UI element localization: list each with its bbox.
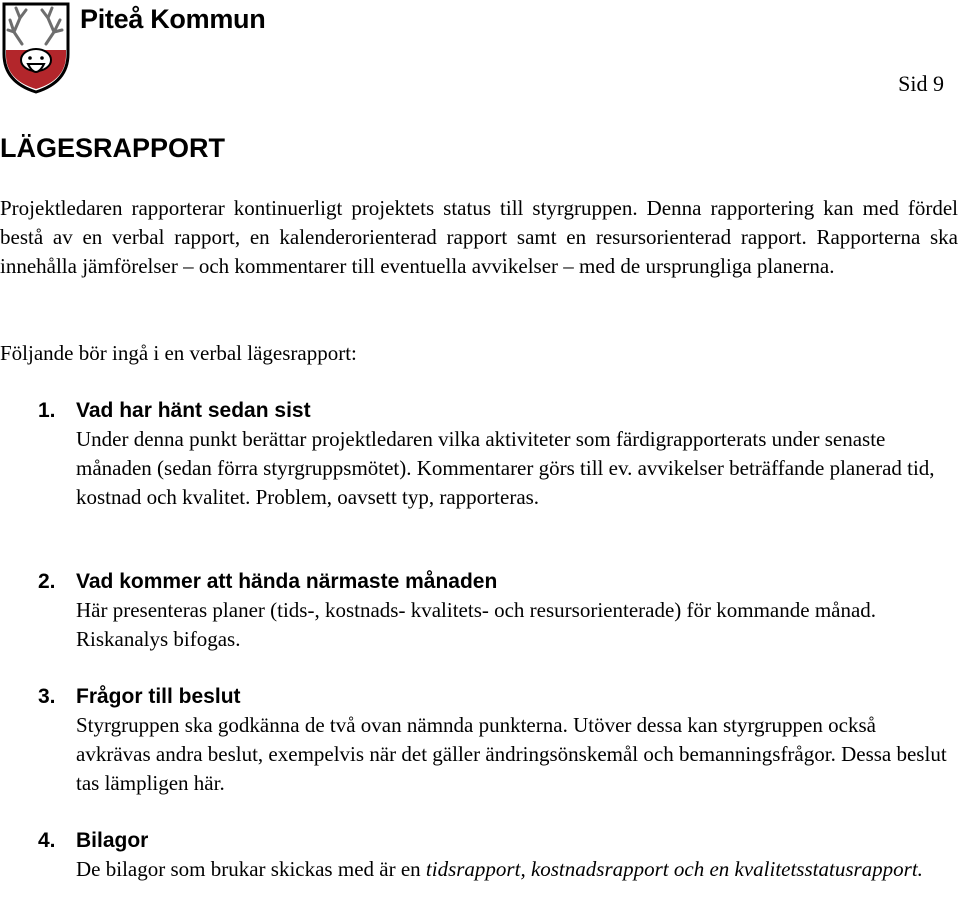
section-heading-text: Vad kommer att hända närmaste månaden bbox=[76, 570, 498, 593]
section-decisions bbox=[0, 682, 950, 798]
body-italic-terms: kostnadsrapport och en kvalitetsstatusrapport. bbox=[530, 857, 923, 881]
pitea-coat-of-arms-logo bbox=[0, 0, 72, 94]
section-number: 3. bbox=[38, 685, 56, 708]
body-italic-term: tidsrapport bbox=[425, 857, 521, 881]
intro-paragraph: Projektledaren rapporterar kontinuerligt projektets status till styrgruppen. Denna rapportering kan med fördel bestå av en verbal rapport, en kalenderorienterad rapport samt en resursorienterad rapport. Rapporterna ska innehålla jämförelser – och kommentarer till eventuella avvikelser – med de ursprungliga planerna. bbox=[0, 196, 958, 278]
section-body bbox=[0, 855, 950, 884]
section-heading-text: Bilagor bbox=[76, 829, 149, 852]
section-heading bbox=[0, 567, 950, 596]
section-body: Styrgruppen ska godkänna de två ovan nämnda punkterna. Utöver dessa kan styrgruppen också avkrävas andra beslut, exempelvis när det gäller ändringsönskemål och bemanningsfrågor. Dessa beslut tas lämpligen här. bbox=[76, 713, 947, 795]
section-number: 1. bbox=[38, 399, 56, 422]
section-number: 4. bbox=[38, 829, 56, 852]
section-what-happened bbox=[0, 396, 950, 512]
page-number: Sid 9 bbox=[898, 71, 944, 96]
body-italic-comma: , bbox=[520, 857, 531, 881]
body-text: De bilagor som brukar skickas med är en bbox=[76, 857, 426, 881]
section-heading bbox=[0, 826, 950, 855]
section-body: Här presenteras planer (tids-, kostnads- kvalitets- och resursorienterade) för kommande månad. Riskanalys bifogas. bbox=[76, 598, 877, 651]
section-heading bbox=[0, 682, 950, 711]
document-title: LÄGESRAPPORT bbox=[0, 133, 226, 163]
list-lead-text: Följande bör ingå i en verbal lägesrapport: bbox=[0, 341, 357, 365]
section-heading-text: Vad har hänt sedan sist bbox=[76, 399, 311, 422]
section-number: 2. bbox=[38, 570, 56, 593]
section-heading-text: Frågor till beslut bbox=[76, 685, 241, 708]
section-body: Under denna punkt berättar projektledaren vilka aktiviteter som färdigrapporterats under senaste månaden (sedan förra styrgruppsmötet). Kommentarer görs till ev. avvikelser beträffande planerad tid, kostnad och kvalitet. Problem, oavsett typ, rapporteras. bbox=[76, 427, 935, 509]
section-attachments bbox=[0, 826, 950, 884]
section-heading bbox=[0, 396, 950, 425]
section-next-month bbox=[0, 567, 950, 654]
organization-name: Piteå Kommun bbox=[80, 4, 266, 34]
